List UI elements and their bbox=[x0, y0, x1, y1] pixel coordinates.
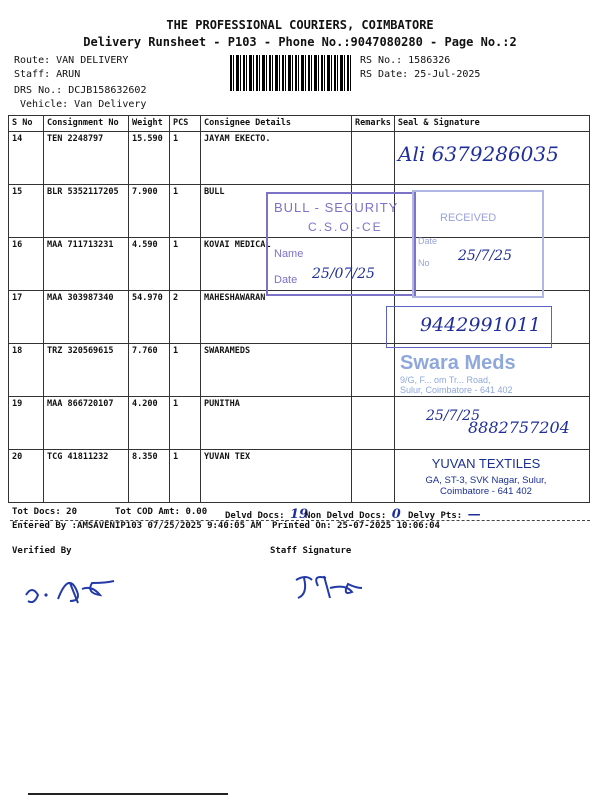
col-seal-signature: Seal & Signature bbox=[394, 116, 589, 132]
cell-pcs: 1 bbox=[170, 344, 201, 397]
cell-pcs: 1 bbox=[170, 238, 201, 291]
bottom-rule bbox=[28, 793, 228, 795]
drs-label: DRS No.: bbox=[14, 85, 63, 96]
cell-remarks bbox=[352, 397, 395, 450]
yuvan-stamp-name: YUVAN TEXTILES bbox=[431, 456, 541, 471]
handwritten-date-1: 25/7/25 bbox=[458, 248, 512, 264]
verified-by-label: Verified By bbox=[12, 546, 72, 556]
handwritten-phone-1: Ali 6379286035 bbox=[398, 142, 559, 166]
non-delvd-docs-label: Non Delvd Docs: bbox=[305, 511, 387, 521]
col-sno: S No bbox=[9, 116, 44, 132]
bull-security-stamp bbox=[266, 192, 416, 296]
cell-consignment: MAA 711713231 bbox=[44, 238, 129, 291]
runsheet-subtitle: Delivery Runsheet - P103 - Phone No.:9047080280 - Page No.:2 bbox=[83, 35, 517, 49]
bull-stamp-title: BULL - SECURITY bbox=[274, 200, 399, 215]
col-weight: Weight bbox=[129, 116, 170, 132]
cell-weight: 8.350 bbox=[129, 450, 170, 503]
swarameds-stamp bbox=[400, 352, 516, 395]
cell-consignee: BULL bbox=[201, 185, 352, 238]
bull-stamp-date: 25/07/25 bbox=[312, 266, 375, 282]
kovai-stamp-date: Date bbox=[418, 236, 438, 246]
cell-consignee: YUVAN TEX bbox=[201, 450, 352, 503]
drs-value: DCJB158632602 bbox=[68, 85, 147, 96]
cell-consignment: TRZ 320569615 bbox=[44, 344, 129, 397]
drs-number bbox=[14, 85, 146, 96]
cell-consignee: SWARAMEDS bbox=[201, 344, 352, 397]
cell-consignee: PUNITHA bbox=[201, 397, 352, 450]
rs-number: RS No.: 1586326 bbox=[360, 55, 451, 66]
cell-consignment: MAA 303987340 bbox=[44, 291, 129, 344]
non-delvd-handwritten: 0 bbox=[391, 507, 401, 522]
cell-weight: 7.900 bbox=[129, 185, 170, 238]
cell-consignment: TCG 41811232 bbox=[44, 450, 129, 503]
barcode-icon bbox=[230, 55, 352, 91]
swara-stamp-name: Swara Meds bbox=[400, 352, 516, 374]
cell-consignee: JAYAM EKECTO. bbox=[201, 132, 352, 185]
cell-pcs: 1 bbox=[170, 450, 201, 503]
bull-stamp-sub: C.S.O.-CE bbox=[308, 220, 383, 234]
cell-sno: 20 bbox=[9, 450, 44, 503]
handwritten-phone-3: 8882757204 bbox=[468, 418, 570, 437]
cell-weight: 54.970 bbox=[129, 291, 170, 344]
yuvan-textiles-stamp bbox=[420, 456, 552, 497]
col-remarks: Remarks bbox=[352, 116, 395, 132]
col-consignment: Consignment No bbox=[44, 116, 129, 132]
company-title: THE PROFESSIONAL COURIERS, COIMBATORE bbox=[166, 18, 434, 32]
yuvan-stamp-addr2: Coimbatore - 641 402 bbox=[440, 486, 532, 497]
handwritten-phone-2: 9442991011 bbox=[420, 314, 541, 336]
handwritten-date-2: 25/7/25 bbox=[426, 408, 480, 424]
rs-date: RS Date: 25-Jul-2025 bbox=[360, 69, 481, 80]
kovai-stamp-title: RECEIVED bbox=[440, 212, 497, 224]
cell-consignee: KOVAI MEDICAL bbox=[201, 238, 352, 291]
cell-sno: 15 bbox=[9, 185, 44, 238]
tot-docs: Tot Docs: 20 bbox=[12, 507, 78, 517]
bull-stamp-name: Name bbox=[274, 248, 304, 260]
col-pcs: PCS bbox=[170, 116, 201, 132]
cell-pcs: 1 bbox=[170, 132, 201, 185]
cell-remarks bbox=[352, 450, 395, 503]
staff-signature-label: Staff Signature bbox=[270, 546, 352, 556]
cell-pcs: 1 bbox=[170, 185, 201, 238]
cell-weight: 15.590 bbox=[129, 132, 170, 185]
table-header-row bbox=[9, 116, 590, 132]
delvy-pts-handwritten: — bbox=[467, 507, 481, 522]
swara-stamp-addr2: Sulur, Coimbatore - 641 402 bbox=[400, 385, 513, 395]
entered-by: Entered By :AMSAVENIP103 07/25/2025 9:40:05 AM bbox=[12, 521, 262, 531]
cell-weight: 7.760 bbox=[129, 344, 170, 397]
vehicle-label: Vehicle: Van Delivery bbox=[20, 99, 147, 110]
delvd-docs-handwritten: 19 bbox=[290, 507, 309, 522]
staff-label: Staff: ARUN bbox=[14, 69, 81, 80]
printed-on: Printed On: 25-07-2025 10:06:04 bbox=[272, 521, 440, 531]
kovai-stamp-no: No bbox=[418, 258, 430, 268]
cell-sno: 16 bbox=[9, 238, 44, 291]
delvd-docs-label: Delvd Docs: bbox=[225, 511, 285, 521]
cell-weight: 4.590 bbox=[129, 238, 170, 291]
cell-sno: 18 bbox=[9, 344, 44, 397]
cell-sno: 19 bbox=[9, 397, 44, 450]
tot-cod: Tot COD Amt: 0.00 bbox=[115, 507, 208, 517]
cell-weight: 4.200 bbox=[129, 397, 170, 450]
staff-signature bbox=[290, 568, 380, 608]
route-label: Route: VAN DELIVERY bbox=[14, 55, 129, 66]
cell-consignment: TEN 2248797 bbox=[44, 132, 129, 185]
verified-by-signature bbox=[20, 565, 140, 615]
bull-stamp-date-label: Date bbox=[274, 274, 298, 286]
cell-consignment: BLR 5352117205 bbox=[44, 185, 129, 238]
yuvan-stamp-addr1: GA, ST-3, SVK Nagar, Sulur, bbox=[425, 475, 547, 486]
cell-consignee: MAHESHAWARAN bbox=[201, 291, 352, 344]
col-consignee: Consignee Details bbox=[201, 116, 352, 132]
swara-stamp-addr1: 9/G, F... om Tr... Road, bbox=[400, 375, 491, 385]
cell-pcs: 2 bbox=[170, 291, 201, 344]
cell-sno: 14 bbox=[9, 132, 44, 185]
kovai-received-stamp bbox=[412, 190, 544, 298]
cell-remarks bbox=[352, 344, 395, 397]
cell-remarks bbox=[352, 132, 395, 185]
cell-consignment: MAA 866720107 bbox=[44, 397, 129, 450]
cell-pcs: 1 bbox=[170, 397, 201, 450]
cell-sno: 17 bbox=[9, 291, 44, 344]
delvy-pts-label: Delvy Pts: bbox=[408, 511, 463, 521]
